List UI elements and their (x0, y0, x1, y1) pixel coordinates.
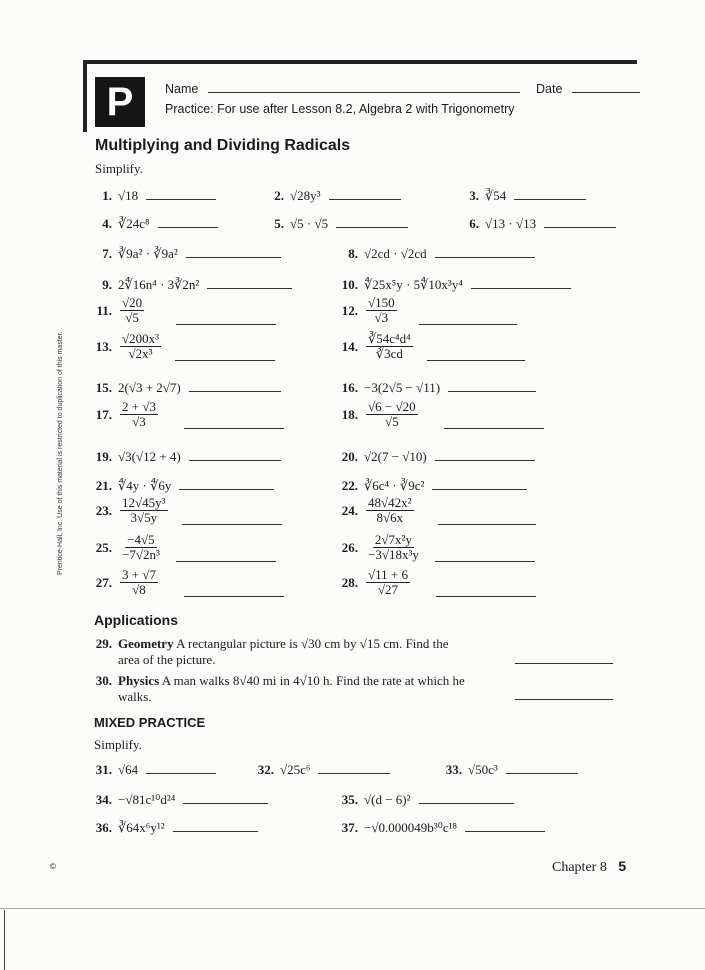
answer-blank[interactable] (514, 198, 586, 200)
problem-25: 25. $\frac{-4√5}{\text{−7√2n³}}$ (88, 533, 276, 562)
answer-blank[interactable] (435, 256, 535, 258)
page-edge-left (4, 910, 5, 970)
answer-blank[interactable] (176, 323, 276, 325)
answer-blank[interactable] (146, 772, 216, 774)
problem-32: 32. √25c⁶ (250, 762, 390, 778)
answer-blank[interactable] (175, 359, 275, 361)
answer-blank[interactable] (432, 488, 527, 490)
problem-31: 31. √64 (88, 762, 216, 778)
problem-18: 18. $\frac{√6 - √20}{√5}$ (334, 400, 544, 429)
problem-27: 27. $\frac{3 + √7}{√8}$ (88, 568, 284, 597)
answer-blank[interactable] (173, 830, 258, 832)
problem-20: 20. √2(7 − √10) (334, 449, 535, 465)
date-row (536, 82, 640, 96)
applications-heading: Applications (94, 612, 179, 628)
answer-blank[interactable] (506, 772, 578, 774)
answer-blank[interactable] (435, 560, 535, 562)
problem-16: 16. −3(2√5 − √11) (334, 380, 536, 396)
problem-35: 35. √(d − 6)² (334, 792, 514, 808)
answer-blank[interactable] (158, 226, 218, 228)
problem-24: 24. $\frac{\text{48√42x²}}{8√6x}$ (334, 496, 536, 525)
problem-8: 8. √2cd · √2cd (334, 246, 535, 262)
name-label: Name (165, 82, 199, 96)
answer-blank[interactable] (318, 772, 390, 774)
problem-14: 14. $\frac{\text{∛54c⁴d⁴}}{∛3cd}$ (334, 332, 525, 361)
answer-blank[interactable] (207, 287, 292, 289)
problem-12: 12. $\frac{√150}{√3}$ (334, 296, 517, 325)
date-label: Date (536, 82, 563, 96)
answer-blank[interactable] (444, 427, 544, 429)
problem-2: 2. √28y³ (260, 188, 401, 204)
answer-blank[interactable] (189, 390, 281, 392)
answer-blank-30[interactable] (515, 699, 613, 700)
problem-4: 4. ∛24c⁸ (88, 216, 218, 232)
problem-21: 21. ∜4y · ∜6y (88, 478, 274, 494)
application-29: 29. Geometry A rectangular picture is √30 cm by √15 cm. Find the area of the picture. (95, 636, 449, 667)
answer-blank[interactable] (179, 488, 274, 490)
answer-blank[interactable] (146, 198, 216, 200)
answer-blank[interactable] (438, 523, 536, 525)
problem-5: 5. √5 · √5 (260, 216, 408, 232)
problem-3: 3. ∛54 (455, 188, 586, 204)
answer-blank[interactable] (186, 256, 281, 258)
header-side-rule (83, 60, 87, 132)
answer-blank[interactable] (189, 459, 281, 461)
problem-19: 19. √3(√12 + 4) (88, 449, 281, 465)
problem-26: 26. $\frac{\text{2√7x²y}}{\text{−3√18x³y}}$ (334, 533, 535, 562)
chapter-label: Chapter 8 (552, 860, 607, 875)
header-rule (83, 60, 637, 64)
problem-1: 1. √18 (88, 188, 216, 204)
answer-blank[interactable] (329, 198, 401, 200)
problem-6: 6. √13 · √13 (455, 216, 616, 232)
problem-13: 13. $\frac{\text{√200x³}}{\text{√2x³}}$ (88, 332, 275, 361)
answer-blank[interactable] (183, 802, 268, 804)
answer-blank[interactable] (435, 459, 535, 461)
name-field[interactable] (208, 91, 520, 93)
subtitle: Practice: For use after Lesson 8.2, Algebra 2 with Trigonometry (165, 102, 515, 116)
mixed-practice-heading: MIXED PRACTICE (94, 715, 206, 730)
instruction: Simplify. (95, 161, 143, 176)
application-30: 30. Physics A man walks 8√40 mi in 4√10 h. Find the rate at which he walks. (95, 673, 465, 704)
name-row (165, 82, 520, 96)
problem-22: 22. ∛6c⁴ · ∛9c² (334, 478, 527, 494)
problem-34: 34. −√81c¹⁰d²⁴ (88, 792, 268, 808)
date-field[interactable] (572, 91, 640, 93)
answer-blank[interactable] (336, 226, 408, 228)
answer-blank[interactable] (471, 287, 571, 289)
problem-15: 15. 2(√3 + 2√7) (88, 380, 281, 396)
copyright-symbol: © (50, 862, 56, 871)
answer-blank[interactable] (182, 523, 282, 525)
problem-9: 9. 2∜16n⁴ · 3∛2n² (88, 277, 292, 293)
problem-28: 28. $\frac{√11 + 6}{√27}$ (334, 568, 536, 597)
page-edge (0, 908, 705, 909)
answer-blank[interactable] (544, 226, 616, 228)
practice-logo: P (95, 77, 145, 127)
page-title: Multiplying and Dividing Radicals (95, 137, 351, 154)
answer-blank[interactable] (419, 802, 514, 804)
answer-blank[interactable] (448, 390, 536, 392)
problem-17: 17. $\frac{2 + √3}{√3}$ (88, 400, 284, 429)
problem-33: 33. √50c³ (438, 762, 578, 778)
problem-37: 37. −√0.000049b³⁰c¹⁸ (334, 820, 545, 836)
answer-blank[interactable] (176, 560, 276, 562)
footer (552, 858, 626, 876)
answer-blank[interactable] (184, 595, 284, 597)
problem-10: 10. ∜25x⁵y · 5∜10x³y⁴ (334, 277, 571, 293)
problem-36: 36. ∛64x⁶y¹² (88, 820, 258, 836)
answer-blank[interactable] (184, 427, 284, 429)
problem-11: 11. $\frac{√20}{√5}$ (88, 296, 276, 325)
answer-blank[interactable] (465, 830, 545, 832)
answer-blank-29[interactable] (515, 663, 613, 664)
problem-23: 23. $\frac{\text{12√45y³}}{3√5y}$ (88, 496, 282, 525)
page-number: 5 (618, 858, 627, 874)
problem-7: 7. ∛9a² · ∛9a² (88, 246, 281, 262)
answer-blank[interactable] (419, 323, 517, 325)
mixed-instruction: Simplify. (94, 737, 142, 752)
answer-blank[interactable] (436, 595, 536, 597)
answer-blank[interactable] (427, 359, 525, 361)
copyright-notice: Prentice-Hall, Inc. Use of this material is restricted to duplication of this master. (57, 331, 64, 575)
